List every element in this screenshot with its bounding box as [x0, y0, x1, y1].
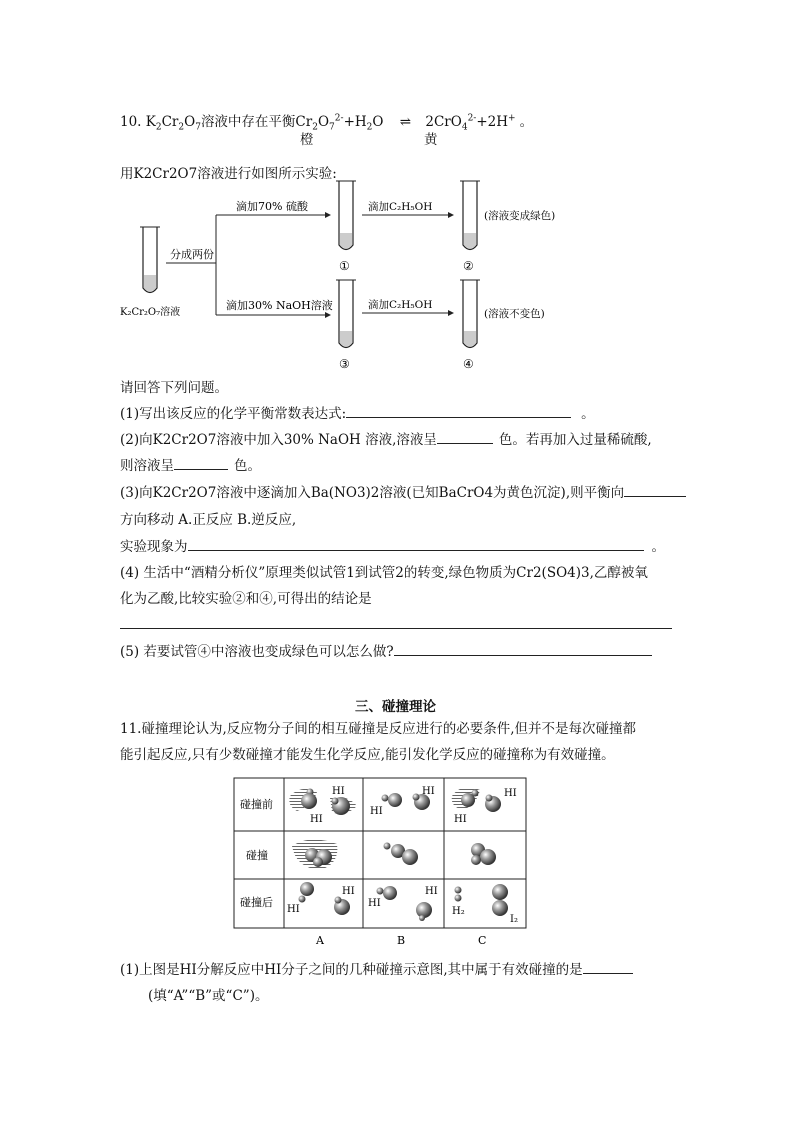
split-label: 分成两份 [170, 248, 214, 261]
text: (1)上图是HI分解反应中HI分子之间的几种碰撞示意图,其中属于有效碰撞的是 [120, 962, 583, 978]
answer-blank-2a[interactable] [437, 429, 493, 444]
column-a-label: A [316, 934, 324, 947]
q11-part1-hint: (填“A”“B”或“C”)。 [148, 988, 269, 1004]
answer-blank-1[interactable] [346, 403, 571, 418]
text: O [317, 114, 330, 130]
text: +H [343, 114, 367, 130]
text: 实验现象为 [120, 539, 188, 555]
answer-blank-5[interactable] [394, 641, 652, 656]
experiment-intro: 用K2Cr2O7溶液进行如图所示实验: [120, 166, 337, 182]
ethanol-top-label: 滴加C₂H₅OH [368, 201, 433, 213]
sub: 7 [329, 122, 335, 133]
label-hi: HI [368, 898, 381, 909]
column-c-label: C [478, 934, 487, 947]
label-hi: HI [504, 788, 517, 799]
text: (1)写出该反应的化学平衡常数表达式: [120, 406, 347, 422]
start-solution-label: K₂Cr₂O₇溶液 [120, 307, 181, 318]
test-tube-1 [336, 181, 356, 250]
start-test-tube [140, 227, 160, 293]
color-label-orange: 橙 [300, 132, 314, 148]
q10-part3 [120, 481, 686, 501]
text: (5) 若要试管④中溶液也变成绿色可以怎么做? [120, 644, 394, 660]
q11-part1 [120, 958, 633, 978]
sup: 2- [467, 113, 477, 124]
text: 溶液中存在平衡Cr [200, 114, 313, 130]
q10-number: 10. K [120, 114, 156, 130]
q10-prompt: 请回答下列问题。 [120, 380, 228, 396]
section-title: 三、碰撞理论 [355, 699, 436, 715]
row-during-label: 碰撞 [246, 849, 268, 862]
q10-part2 [120, 428, 652, 448]
label-hi: HI [370, 806, 383, 817]
top-reagent-label: 滴加70% 硫酸 [236, 200, 308, 213]
q10-part5 [120, 640, 652, 660]
bottom-reagent-label: 滴加30% NaOH溶液 [226, 299, 333, 312]
q10-equation-line [120, 110, 533, 133]
q10-part3-options: 方向移动 A.正反应 B.逆反应, [120, 512, 297, 528]
text: 则溶液呈 [120, 458, 174, 474]
text: O [372, 114, 384, 130]
q10-part1 [120, 402, 595, 422]
answer-blank-3a[interactable] [624, 482, 686, 497]
text: +2H [476, 114, 509, 130]
color-label-yellow: 黄 [424, 132, 438, 148]
result-bottom-label: (溶液不变色) [484, 308, 545, 320]
text: 色。若再加入过量稀硫酸, [498, 432, 652, 448]
tube-2-label: ② [463, 259, 474, 273]
sub: 2 [312, 122, 318, 133]
label-hi: HI [342, 886, 355, 897]
label-hi: HI [425, 886, 438, 897]
label-hi: HI [422, 786, 435, 797]
text: 。 [581, 406, 595, 422]
q10-part4-cont: 化为乙酸,比较实验②和④,可得出的结论是 [120, 591, 372, 607]
q10-part2-cont [120, 454, 261, 474]
text: 2CrO [425, 114, 462, 130]
tube-1-label: ① [339, 259, 350, 273]
answer-blank-3b[interactable] [188, 536, 644, 551]
ethanol-bottom-label: 滴加C₂H₅OH [368, 299, 433, 311]
label-hi: HI [310, 814, 323, 825]
column-b-label: B [397, 934, 406, 947]
collision-diagram [232, 776, 532, 951]
label-i2: I₂ [510, 914, 518, 925]
q10-part3-phenomenon [120, 535, 665, 555]
sup: 2- [334, 113, 344, 124]
row-before-label: 碰撞前 [240, 798, 273, 811]
sub: 2 [155, 122, 162, 133]
text: (2)向K2Cr2O7溶液中加入30% NaOH 溶液,溶液呈 [120, 432, 437, 448]
sub: 7 [195, 122, 201, 133]
text: 。 [519, 114, 534, 130]
sub: 4 [461, 122, 468, 133]
label-hi: HI [454, 814, 467, 825]
text: O [184, 114, 196, 130]
q11-text-line2: 能引起反应,只有少数碰撞才能发生化学反应,能引发化学反应的碰撞称为有效碰撞。 [120, 747, 615, 763]
text: (3)向K2Cr2O7溶液中逐滴加入Ba(NO3)2溶液(已知BaCrO4为黄色沉淀),则平衡向 [120, 485, 625, 501]
answer-blank-11-1[interactable] [583, 959, 633, 974]
label-hi: HI [332, 786, 345, 797]
tube-3-label: ③ [339, 357, 350, 371]
experiment-diagram [110, 175, 570, 375]
result-top-label: (溶液变成绿色) [484, 210, 556, 222]
row-after-label: 碰撞后 [240, 896, 273, 909]
label-hi: HI [287, 904, 300, 915]
text: 色。 [234, 458, 261, 474]
sub: 2 [366, 122, 373, 133]
test-tube-2 [460, 181, 480, 250]
answer-blank-2b[interactable] [174, 455, 228, 470]
test-tube-3 [336, 280, 356, 348]
answer-blank-4[interactable] [120, 628, 672, 629]
sub: 2 [178, 122, 185, 133]
text: Cr [161, 114, 179, 130]
tube-4-label: ④ [463, 357, 474, 371]
q10-part4: (4) 生活中“酒精分析仪”原理类似试管1到试管2的转变,绿色物质为Cr2(SO4)3,乙醇被氧 [120, 565, 648, 581]
test-tube-4 [460, 280, 480, 348]
sup: + [508, 113, 516, 124]
label-h2: H₂ [452, 906, 465, 917]
equilibrium-arrow: ⇌ [399, 114, 412, 130]
q11-text-line1: 11.碰撞理论认为,反应物分子间的相互碰撞是反应进行的必要条件,但并不是每次碰撞都 [120, 721, 637, 737]
text: 。 [651, 539, 665, 555]
